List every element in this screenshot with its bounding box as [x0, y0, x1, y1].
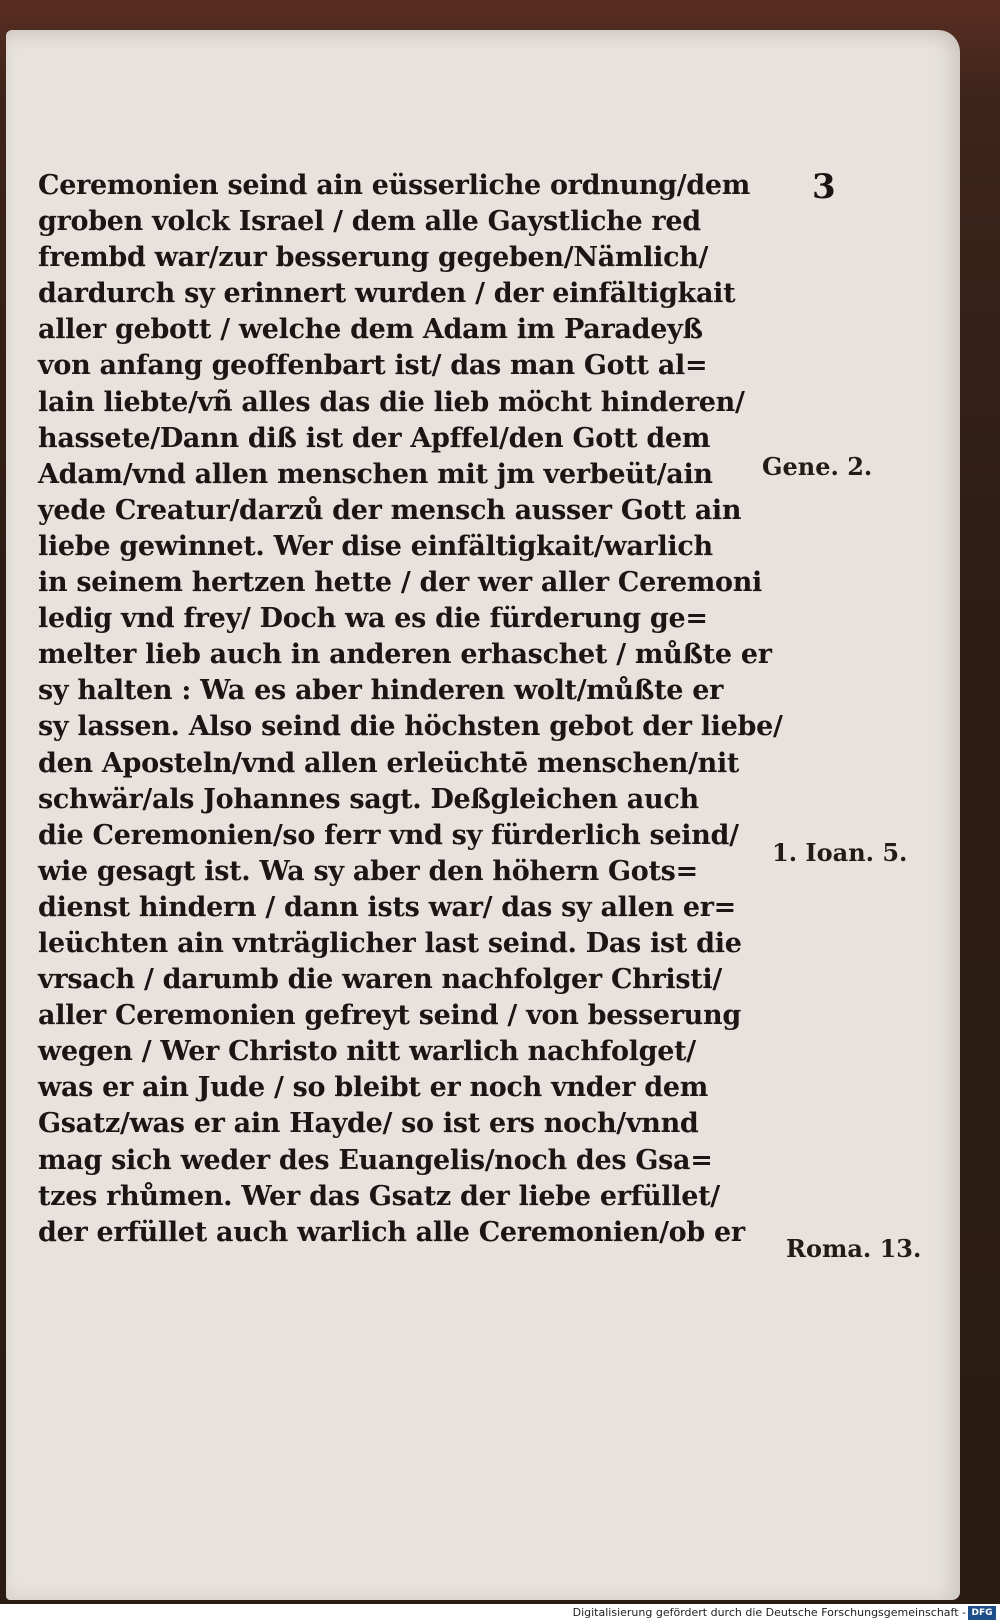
text-line: sy lassen. Also seind die höchsten gebot der liebe/ — [38, 711, 783, 743]
text-line: ledig vnd frey/ Doch wa es die fürderung ge= — [38, 603, 708, 635]
text-line: frembd war/zur besserung gegeben/Nämlich/ — [38, 242, 709, 274]
text-line: tzes rhůmen. Wer das Gsatz der liebe erfüllet/ — [38, 1180, 720, 1212]
footer-bar — [0, 1604, 1000, 1622]
text-line: Gsatz/was er ain Hayde/ so ist ers noch/vnnd — [38, 1108, 699, 1140]
text-line: Adam/vnd allen menschen mit jm verbeüt/ain — [38, 458, 713, 490]
text-line: lain liebte/vñ alles das die lieb möcht hinderen/ — [38, 386, 745, 418]
text-line: mag sich weder des Euangelis/noch des Gsa= — [38, 1144, 713, 1176]
marginal-note-john: 1. Ioan. 5. — [772, 838, 908, 867]
text-line: groben volck Israel / dem alle Gaystliche red — [38, 206, 701, 238]
text-line: dardurch sy erinnert wurden / der einfältigkait — [38, 278, 736, 310]
text-line: melter lieb auch in anderen erhaschet / můßte er — [38, 639, 772, 671]
text-line: sy halten : Wa es aber hinderen wolt/můßte er — [38, 675, 724, 707]
text-line: vrsach / darumb die waren nachfolger Christi/ — [38, 964, 722, 996]
body-text — [38, 168, 783, 1251]
text-line: wegen / Wer Christo nitt warlich nachfolget/ — [38, 1036, 696, 1068]
text-line: von anfang geoffenbart ist/ das man Gott al= — [38, 350, 708, 382]
text-line: leüchten ain vnträglicher last seind. Das ist die — [38, 927, 742, 959]
dfg-logo-badge: DFG — [968, 1606, 996, 1620]
signature-mark: 3 — [812, 167, 836, 207]
text-line: den Aposteln/vnd allen erleüchtē menschen/nit — [38, 747, 740, 779]
text-line: der erfüllet auch warlich alle Ceremonien/ob er — [38, 1216, 745, 1248]
text-line: yede Creatur/darzů der mensch ausser Gott ain — [38, 494, 742, 526]
text-line: schwär/als Johannes sagt. Deßgleichen auch — [38, 783, 699, 815]
text-line: die Ceremonien/so ferr vnd sy fürderlich seind/ — [38, 819, 739, 851]
marginal-note-romans: Roma. 13. — [786, 1234, 922, 1263]
text-line: was er ain Jude / so bleibt er noch vnder dem — [38, 1072, 709, 1104]
text-line: aller gebott / welche dem Adam im Paradeyß — [38, 314, 703, 346]
text-line: wie gesagt ist. Wa sy aber den höhern Gots= — [38, 855, 698, 887]
text-line: hassete/Dann diß ist der Apffel/den Gott dem — [38, 422, 711, 454]
funding-credit: Digitalisierung gefördert durch die Deutsche Forschungsgemeinschaft - — [572, 1606, 966, 1619]
text-line: liebe gewinnet. Wer dise einfältigkait/warlich — [38, 530, 713, 562]
text-line: dienst hindern / dann ists war/ das sy allen er= — [38, 891, 737, 923]
marginal-note-genesis: Gene. 2. — [762, 452, 873, 481]
text-line: in seinem hertzen hette / der wer aller Ceremoni — [38, 567, 763, 599]
text-line: Ceremonien seind ain eüsserliche ordnung/dem — [38, 170, 751, 201]
text-line: aller Ceremonien gefreyt seind / von besserung — [38, 1000, 741, 1032]
